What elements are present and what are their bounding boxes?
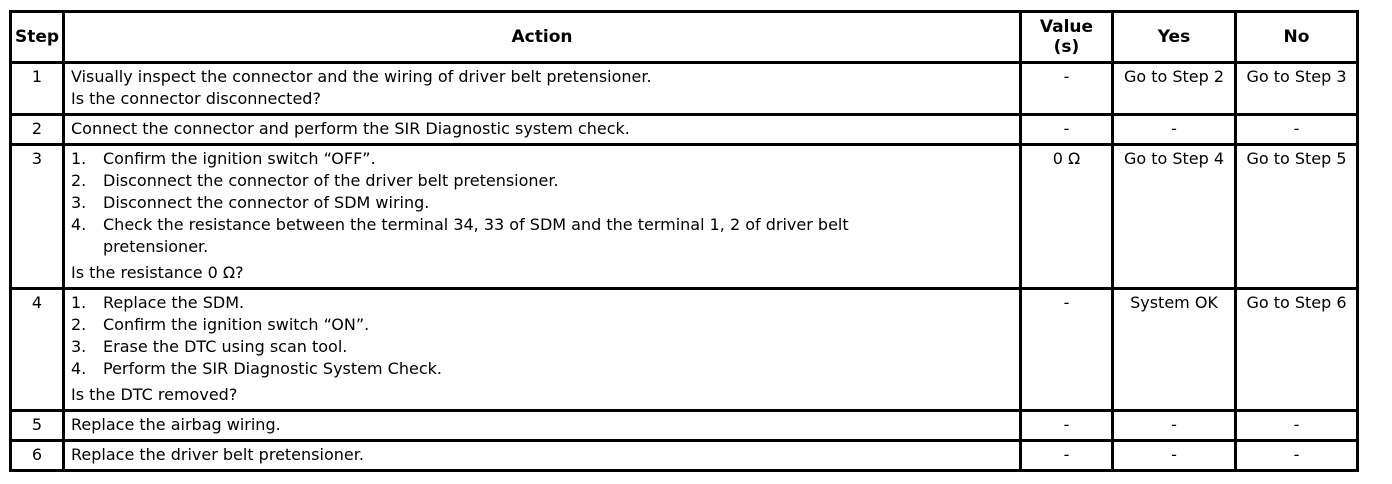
no-cell: Go to Step 5 (1236, 145, 1358, 289)
step-number: 2 (11, 115, 64, 145)
step-number: 6 (11, 441, 64, 471)
item-text: Confirm the ignition switch “ON”. (103, 315, 370, 334)
action-step-list (71, 292, 1013, 380)
action-cell (64, 289, 1021, 411)
item-text: Confirm the ignition switch “OFF”. (103, 149, 376, 168)
action-question: Is the DTC removed? (71, 385, 238, 404)
header-no: No (1236, 12, 1358, 63)
item-number: 4. (71, 359, 87, 378)
table-row (11, 115, 1358, 145)
list-item (71, 314, 1013, 336)
no-cell: - (1236, 411, 1358, 441)
yes-cell: - (1113, 441, 1236, 471)
action-cell (64, 63, 1021, 115)
list-item (71, 214, 1013, 258)
item-text: Check the resistance between the terminal 34, 33 of SDM and the terminal 1, 2 of driver belt pretensioner. (103, 215, 849, 256)
item-number: 3. (71, 337, 87, 356)
no-cell: Go to Step 3 (1236, 63, 1358, 115)
yes-cell: Go to Step 4 (1113, 145, 1236, 289)
yes-cell: Go to Step 2 (1113, 63, 1236, 115)
header-action: Action (64, 12, 1021, 63)
action-text: Connect the connector and perform the SIR Diagnostic system check. (71, 119, 630, 138)
no-cell: Go to Step 6 (1236, 289, 1358, 411)
item-number: 4. (71, 215, 87, 234)
item-number: 2. (71, 171, 87, 190)
list-item (71, 336, 1013, 358)
action-text: Replace the driver belt pretensioner. (71, 445, 364, 464)
list-item (71, 358, 1013, 380)
list-item (71, 292, 1013, 314)
value-cell: - (1021, 63, 1113, 115)
no-cell: - (1236, 441, 1358, 471)
step-number: 5 (11, 411, 64, 441)
value-cell: - (1021, 289, 1113, 411)
yes-cell: - (1113, 411, 1236, 441)
action-cell (64, 441, 1021, 471)
action-step-list (71, 148, 1013, 258)
action-cell (64, 145, 1021, 289)
yes-cell: - (1113, 115, 1236, 145)
action-text: Visually inspect the connector and the wiring of driver belt pretensioner. (71, 67, 652, 86)
item-number: 2. (71, 315, 87, 334)
item-text: Replace the SDM. (103, 293, 245, 312)
step-number: 3 (11, 145, 64, 289)
item-text: Disconnect the connector of SDM wiring. (103, 193, 430, 212)
action-question: Is the connector disconnected? (71, 89, 321, 108)
header-yes: Yes (1113, 12, 1236, 63)
action-cell (64, 411, 1021, 441)
item-text: Erase the DTC using scan tool. (103, 337, 348, 356)
list-item (71, 170, 1013, 192)
header-row (11, 12, 1358, 63)
table-row (11, 411, 1358, 441)
table-row (11, 289, 1358, 411)
step-number: 4 (11, 289, 64, 411)
table-row (11, 63, 1358, 115)
no-cell: - (1236, 115, 1358, 145)
action-text: Replace the airbag wiring. (71, 415, 281, 434)
value-cell: 0 Ω (1021, 145, 1113, 289)
item-number: 1. (71, 293, 87, 312)
item-text: Disconnect the connector of the driver belt pretensioner. (103, 171, 559, 190)
item-number: 1. (71, 149, 87, 168)
header-value: Value (s) (1021, 12, 1113, 63)
item-number: 3. (71, 193, 87, 212)
list-item (71, 148, 1013, 170)
yes-cell: System OK (1113, 289, 1236, 411)
header-step: Step (11, 12, 64, 63)
value-cell: - (1021, 441, 1113, 471)
value-cell: - (1021, 115, 1113, 145)
action-question: Is the resistance 0 Ω? (71, 263, 244, 282)
step-number: 1 (11, 63, 64, 115)
item-text: Perform the SIR Diagnostic System Check. (103, 359, 442, 378)
value-cell: - (1021, 411, 1113, 441)
table-row (11, 441, 1358, 471)
list-item (71, 192, 1013, 214)
action-cell (64, 115, 1021, 145)
table-row (11, 145, 1358, 289)
diagnostic-table (9, 10, 1359, 472)
